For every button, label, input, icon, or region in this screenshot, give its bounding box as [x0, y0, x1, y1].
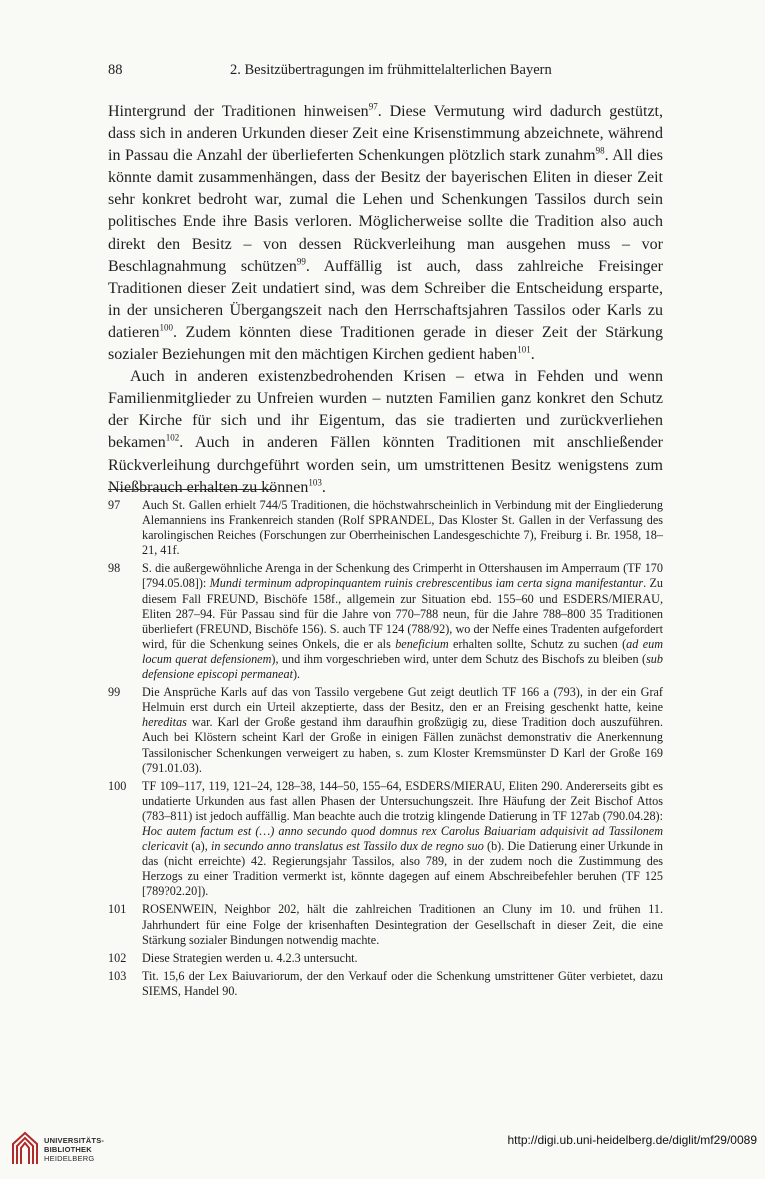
footnote-97 — [108, 498, 663, 558]
author-name: SPRANDEL — [368, 513, 432, 528]
text-run: , Neighbor 202, hält die zahlreichen Traditionen an Cluny im 10. und frühen 11. Jahrhundert für eine Folge der krisenhaften Desintegration der Gesellschaft in dieser Zeit, die eine Stärkung sozialer Bindungen notwendig machte. — [142, 902, 663, 947]
author-name: ROSENWEIN — [142, 902, 214, 917]
text-run: war. Karl der Große gestand ihm daraufhin großzügig zu, diese Tradition doch auszuführen. Auch bei Klöstern scheint Karl der Große in einigen Fällen zunächst demonstrativ die Anerkennung Tassilonischer Schenkungen verweigert zu haben, s. zum Kloster Kremsmünster D Karl der Große 169 (791.01.03). — [142, 715, 663, 775]
logo-line: UNIVERSITÄTS- — [44, 1136, 105, 1145]
text-run: , Eliten 290. Andererseits gibt es undatierte Urkunden aus fast allen Phasen der Untersuchungszeit. Ihre Häufung der Zeit Bischof Attos (783–811) ist jedoch auffällig. Man beachte auch die trotzig klingende Datierung in TF 127ab (790.04.28): — [142, 778, 663, 823]
permalink-url[interactable]: http://digi.ub.uni-heidelberg.de/diglit/mf29/0089 — [507, 1133, 757, 1147]
footnote-separator — [108, 489, 276, 490]
footnote-number: 101 — [108, 902, 127, 917]
footnote-number: 100 — [108, 778, 127, 793]
running-title: 2. Besitzübertragungen im frühmittelalterlichen Bayern — [230, 62, 552, 78]
text-run: . Zu diesem Fall — [142, 576, 663, 606]
text-run: . Auch in anderen Fällen könnten Traditionen mit anschließender Rückverleihung durchgeführt worden sein, um umstrittenen Besitz wenigstens zum Nießbrauch erhalten zu können — [108, 434, 663, 496]
footnotes — [108, 498, 663, 1002]
footnote-ref[interactable]: 97 — [368, 101, 378, 112]
footnote-number: 102 — [108, 950, 127, 965]
page-number: 88 — [108, 62, 123, 78]
latin-quote: beneficium — [395, 636, 449, 651]
text-run: . Zudem könnten diese Traditionen gerade in dieser Zeit der Stärkung sozialer Beziehungen mit den mächtigen Kirchen gedient haben — [108, 323, 663, 364]
author-name: SIEMS — [142, 983, 178, 998]
author-name: ESDERS/MIERAU — [405, 778, 503, 793]
footnote-ref[interactable]: 99 — [296, 256, 306, 267]
text-run: (a), — [188, 839, 211, 854]
paragraph-2 — [108, 366, 663, 499]
latin-quote: in secundo anno translatus est Tassilo dux de regno suo — [210, 839, 484, 854]
footnote-number: 97 — [108, 498, 121, 512]
footnote-101 — [108, 902, 663, 947]
text-run: ). — [292, 667, 301, 682]
text-run: erhalten sollte, Schutz zu suchen ( — [448, 636, 627, 651]
text-run: , Das Kloster St. Gallen in der Verfassung des karolingischen Reiches (Forschungen zur Oberrheinischen Landesgeschichte 7), Freiburg i. Br. 1958, 18–21, 41f. — [142, 513, 664, 558]
footnote-102 — [108, 951, 663, 966]
latin-quote: Mundi terminum adpropinquantem ruinis crebrescentibus iam certa signa manifestantur — [209, 576, 644, 591]
text-run: , Handel 90. — [177, 983, 238, 998]
text-run: (b). Die Datierung einer Urkunde in das (nicht erreichte) 42. Regierungsjahr Tassilos, also 789, in der zudem noch die Zustimmung des Herzogs zu einer Tradition vermerkt ist, könnte dagegen auf einem Abschreibefehler beruhen (TF 125 [789?02.20]). — [142, 839, 663, 899]
author-name: FREUND — [199, 621, 249, 636]
text-run: , Bischöfe 158f., allgemein zur Situation ebd. 155–60 und — [255, 591, 564, 606]
footnote-ref[interactable]: 98 — [595, 145, 605, 156]
text-run: Auch St. Gallen erhielt 744/5 Traditionen, die höchstwahrscheinlich in Verbindung mit der Eingliederung Alemanniens ins Frankenreich standen (Rolf — [142, 498, 663, 528]
text-run: S. die außergewöhnliche Arenga in der Schenkung des Crimperht in Ottershausen im Amperraum (TF 170 [794.05.08]): — [142, 561, 663, 591]
author-name: FREUND — [206, 591, 256, 606]
text-run: . All dies könnte damit zusammenhängen, dass der Besitz der bayerischen Eliten in dieser Zeit sehr konkret bedroht war, zumal die Lehen und Schenkungen Tassilos durch sein politisches Ende ihre Basis verloren. Möglicherweise sollte die Tradition also auch direkt den Besitz – von dessen Rückverleihung man ausgehen muss – vor Beschlagnahmung schützen — [108, 147, 663, 275]
text-run: Die Ansprüche Karls auf das von Tassilo vergebene Gut zeigt deutlich TF 166 a (793), in der ein Graf Helmuin erst durch ein Urteil akzeptierte, dass der Besitz, den er an Freising geschenkt hatte, keine — [142, 685, 663, 715]
latin-quote: hereditas — [142, 715, 187, 730]
footnote-ref[interactable]: 100 — [159, 322, 174, 333]
text-run: Tit. 15,6 der Lex Baiuvariorum, der den Verkauf oder die Schenkung umstrittener Güter verbietet, dazu — [142, 968, 663, 983]
text-run: TF 109–117, 119, 121–24, 128–38, 144–50, 155–64, — [142, 778, 406, 793]
footnote-98 — [108, 561, 663, 682]
footnote-99 — [108, 685, 663, 776]
footnote-number: 103 — [108, 968, 127, 983]
footnote-ref[interactable]: 101 — [517, 344, 531, 355]
footnote-ref[interactable]: 102 — [165, 433, 180, 444]
text-run: . — [530, 346, 535, 364]
library-seal-icon — [10, 1130, 40, 1166]
latin-quote: ad eum locum querat defensionem — [142, 636, 663, 666]
library-logo-text — [44, 1136, 104, 1163]
paragraph-1 — [108, 101, 663, 366]
footnote-number: 98 — [108, 561, 121, 576]
footnote-103 — [108, 969, 663, 999]
text-run: Auch in anderen existenzbedrohenden Krisen – etwa in Fehden und wenn Familienmitglieder zu Unfreien wurden – nutzten Familien ganz konkret den Schutz der Kirche für sich und ihr Eigentum, das sie tradierten und zurückverliehen bekamen — [108, 368, 663, 452]
latin-quote: sub defensione episcopi permaneat — [142, 651, 663, 682]
page-header — [108, 62, 668, 82]
text-run: , Bischöfe 156). S. auch TF 124 (788/92), wo der Neffe eines Tradenten aufgefordert wird, für die Schenkung seines Onkels, die er als — [142, 621, 663, 651]
logo-line: HEIDELBERG — [44, 1154, 95, 1163]
text-run: ), und ihm vorgeschrieben wird, unter dem Schutz des Bischofs zu bleiben ( — [271, 651, 647, 666]
text-run: . — [321, 478, 326, 496]
footnote-ref[interactable]: 103 — [308, 477, 322, 488]
body-text — [108, 101, 663, 499]
footnote-100 — [108, 779, 663, 900]
latin-quote: Hoc autem factum est (…) anno secundo quod domnus rex Carolus Baiuariam adquisivit ad Tassilonem clericavit — [142, 823, 663, 854]
text-run: , Eliten 287–94. Für Passau sind für die Jahre von 770–788 neun, für die Jahre 788–800 35 Traditionen überliefert ( — [142, 591, 663, 636]
text-run: . Diese Vermutung wird dadurch gestützt, dass sich in anderen Urkunden dieser Zeit eine Krisenstimmung abzeichnete, während in Passau die Anzahl der überlieferten Schenkungen plötzlich stark zunahm — [108, 103, 663, 165]
text-run: Diese Strategien werden u. 4.2.3 untersucht. — [142, 950, 358, 965]
logo-line: BIBLIOTHEK — [44, 1145, 92, 1154]
footnote-number: 99 — [108, 685, 121, 700]
library-logo[interactable] — [10, 1130, 150, 1170]
text-run: . Auffällig ist auch, dass zahlreiche Freisinger Traditionen dieser Zeit undatiert sind, was dem Schreiber die Entscheidung ersparte, in der unsicheren Übergangszeit nach den Herrschaftsjahren Tassilos oder Karls zu datieren — [108, 257, 664, 341]
text-run: Hintergrund der Traditionen hinweisen — [108, 103, 369, 120]
author-name: ESDERS/MIERAU — [563, 591, 660, 606]
